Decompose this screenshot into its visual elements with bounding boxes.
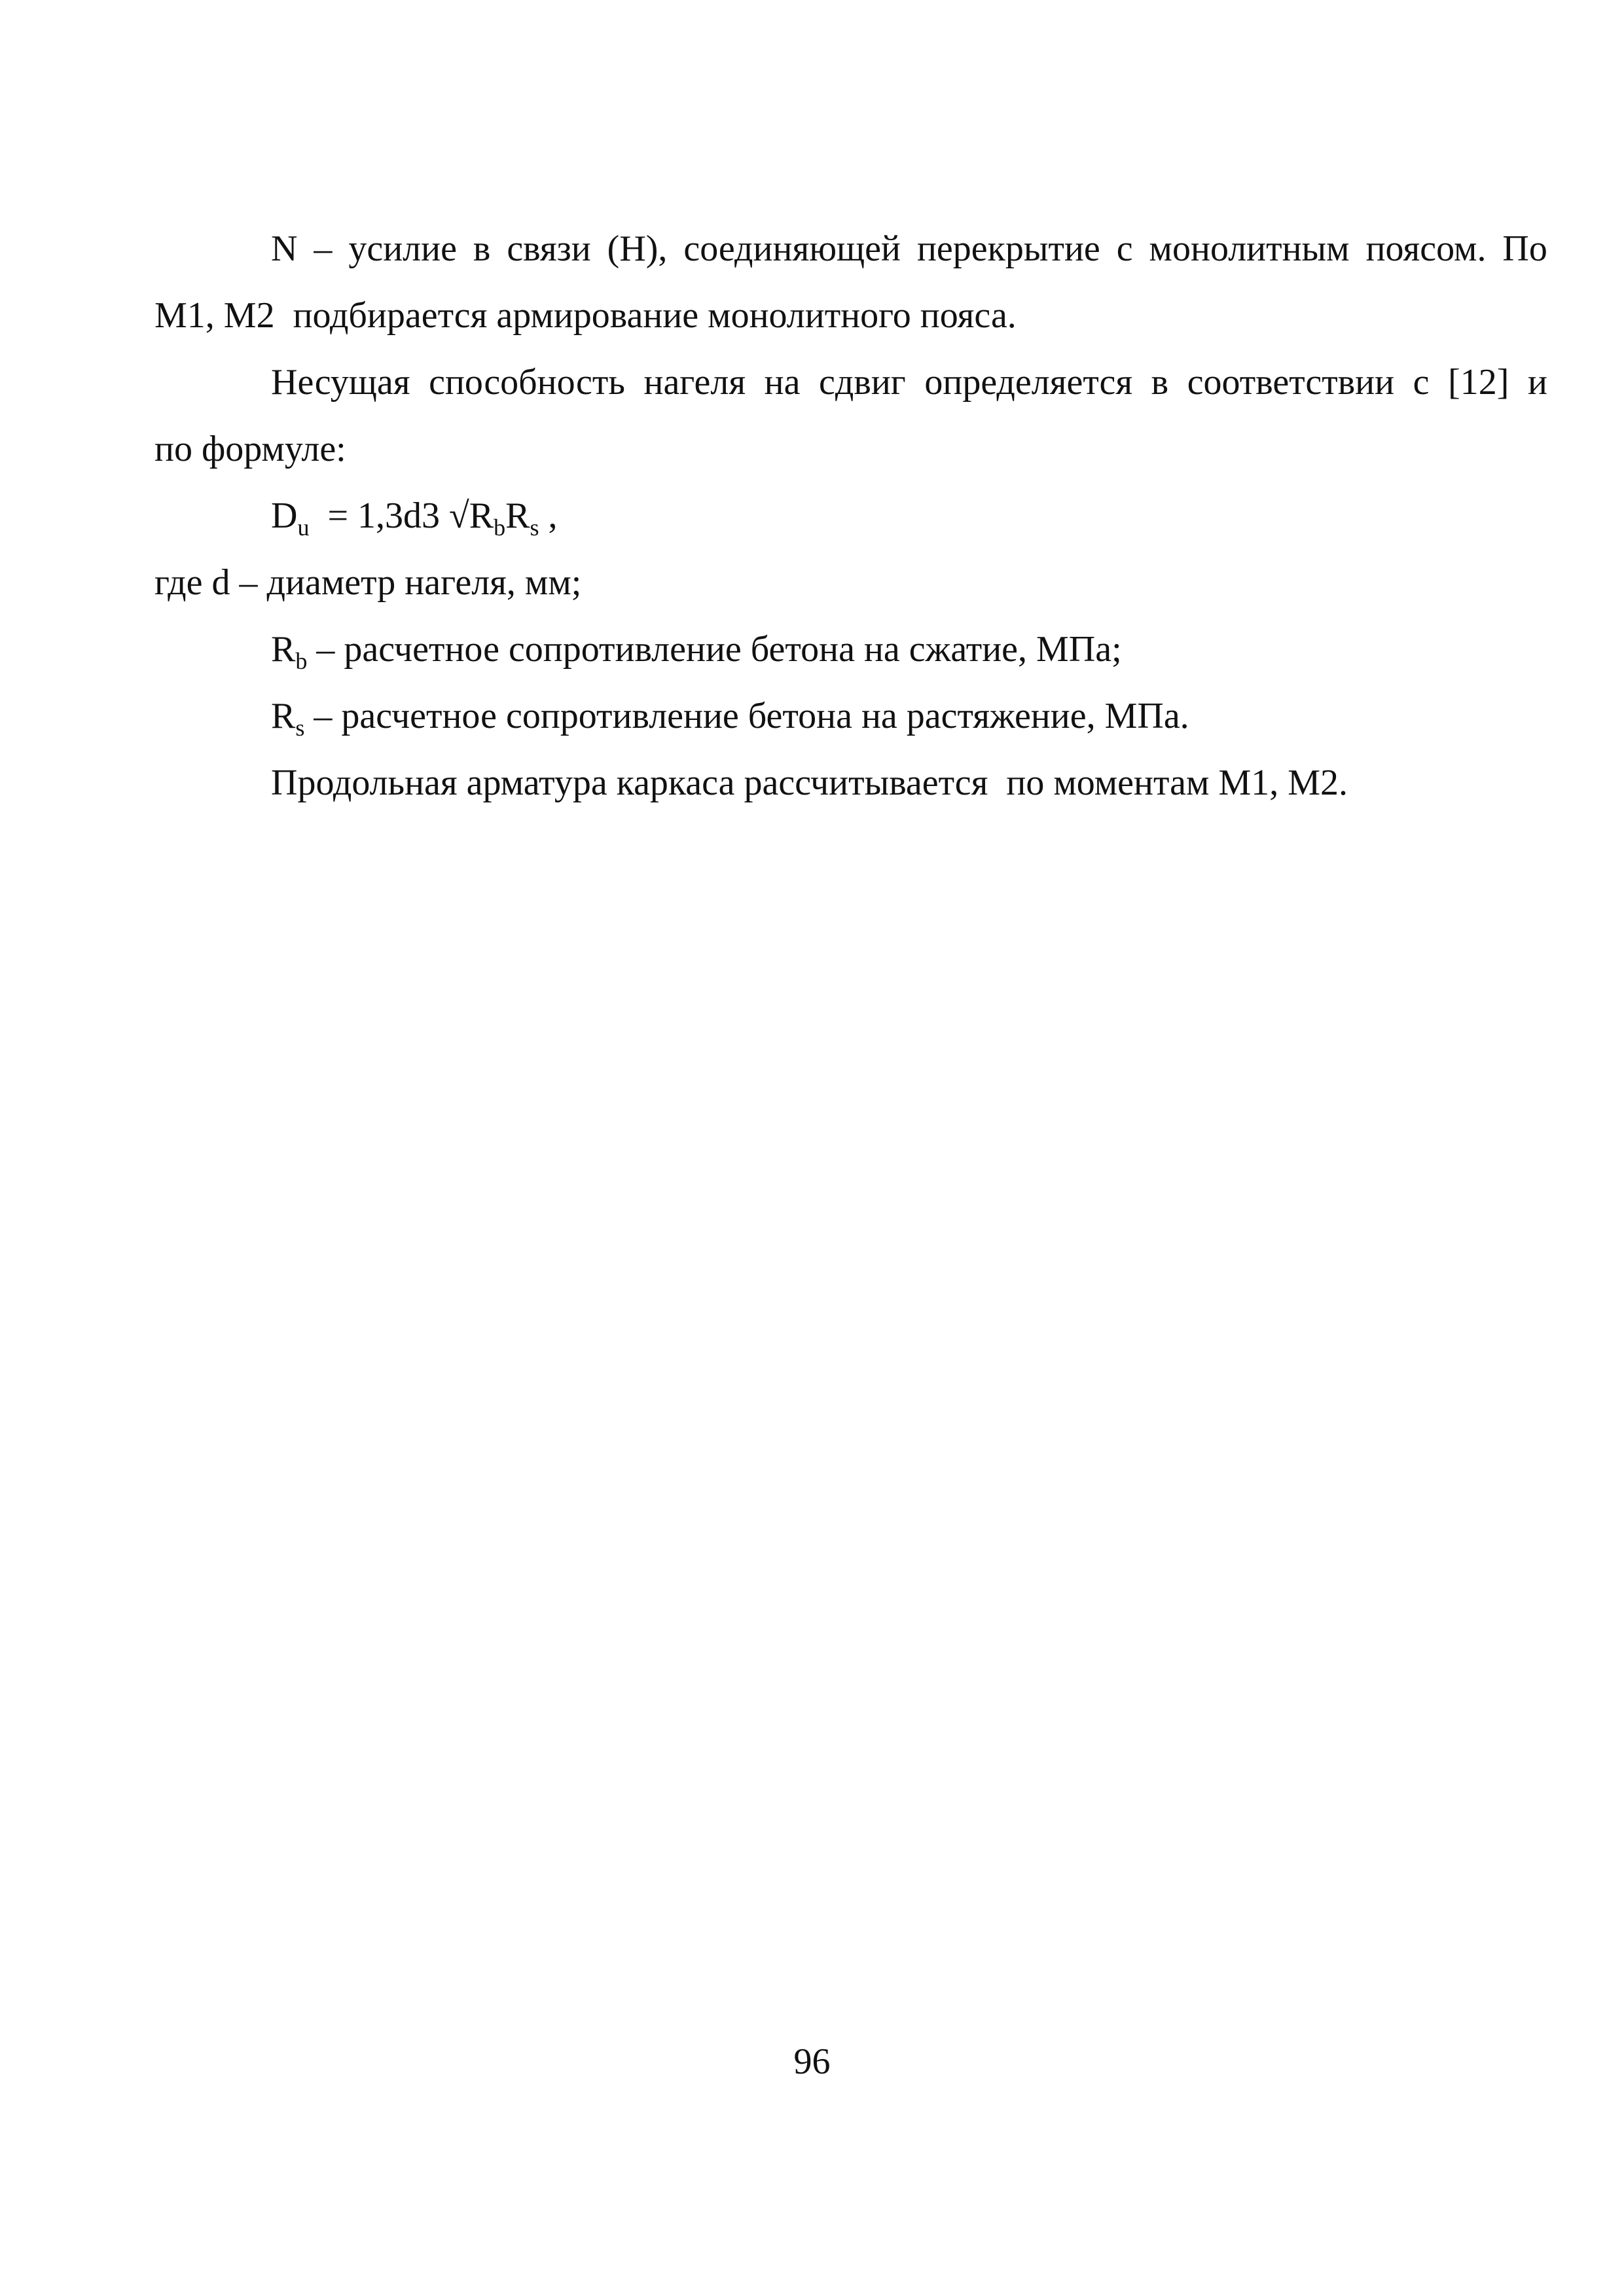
rb-subscript: b	[295, 648, 308, 674]
word: перекрытие	[916, 228, 1100, 269]
word: определяется	[924, 362, 1133, 403]
word: соответствии	[1187, 362, 1395, 403]
word: По	[1502, 228, 1547, 269]
word: способность	[429, 362, 625, 403]
where-line: где d – диаметр нагеля, мм;	[154, 562, 582, 603]
formula-lhs: D	[271, 495, 298, 536]
rs-symbol: R	[271, 696, 296, 736]
rb-symbol: R	[271, 629, 296, 670]
word: усилие	[348, 228, 457, 269]
word: монолитным	[1149, 228, 1350, 269]
paragraph-2-line-1	[271, 359, 1547, 405]
formula	[271, 493, 558, 539]
word: (Н),	[607, 228, 668, 269]
rb-definition	[271, 626, 1122, 672]
formula-r2: R	[505, 495, 530, 536]
word: N	[271, 228, 298, 269]
word: нагеля	[643, 362, 746, 403]
paragraph-2-line-2: по формуле:	[154, 429, 346, 469]
page-number: 96	[793, 2041, 831, 2082]
formula-sub-b: b	[494, 514, 506, 541]
word: Несущая	[271, 362, 410, 403]
rs-text: – расчетное сопротивление бетона на растяжение, МПа.	[304, 696, 1189, 736]
word: связи	[507, 228, 591, 269]
rs-definition	[271, 693, 1189, 739]
word: с	[1116, 228, 1133, 269]
formula-middle: = 1,3d3 √R	[309, 495, 494, 536]
word: на	[764, 362, 801, 403]
word: и	[1527, 362, 1547, 403]
word: в	[1151, 362, 1169, 403]
formula-tail: ,	[539, 495, 558, 536]
word: соединяющей	[683, 228, 901, 269]
word: в	[473, 228, 491, 269]
paragraph-1-line-2: М1, М2 подбирается армирование монолитного пояса.	[154, 295, 1017, 336]
final-paragraph: Продольная арматура каркаса рассчитывается по моментам М1, М2.	[271, 762, 1348, 803]
rb-text: – расчетное сопротивление бетона на сжатие, МПа;	[307, 629, 1122, 670]
word: сдвиг	[819, 362, 906, 403]
paragraph-1-line-1	[271, 226, 1547, 272]
formula-lhs-subscript: u	[297, 514, 310, 541]
word: поясом.	[1365, 228, 1487, 269]
formula-sub-s: s	[530, 514, 539, 541]
word: –	[314, 228, 333, 269]
word: [12]	[1448, 362, 1509, 403]
word: с	[1413, 362, 1430, 403]
rs-subscript: s	[295, 715, 305, 741]
